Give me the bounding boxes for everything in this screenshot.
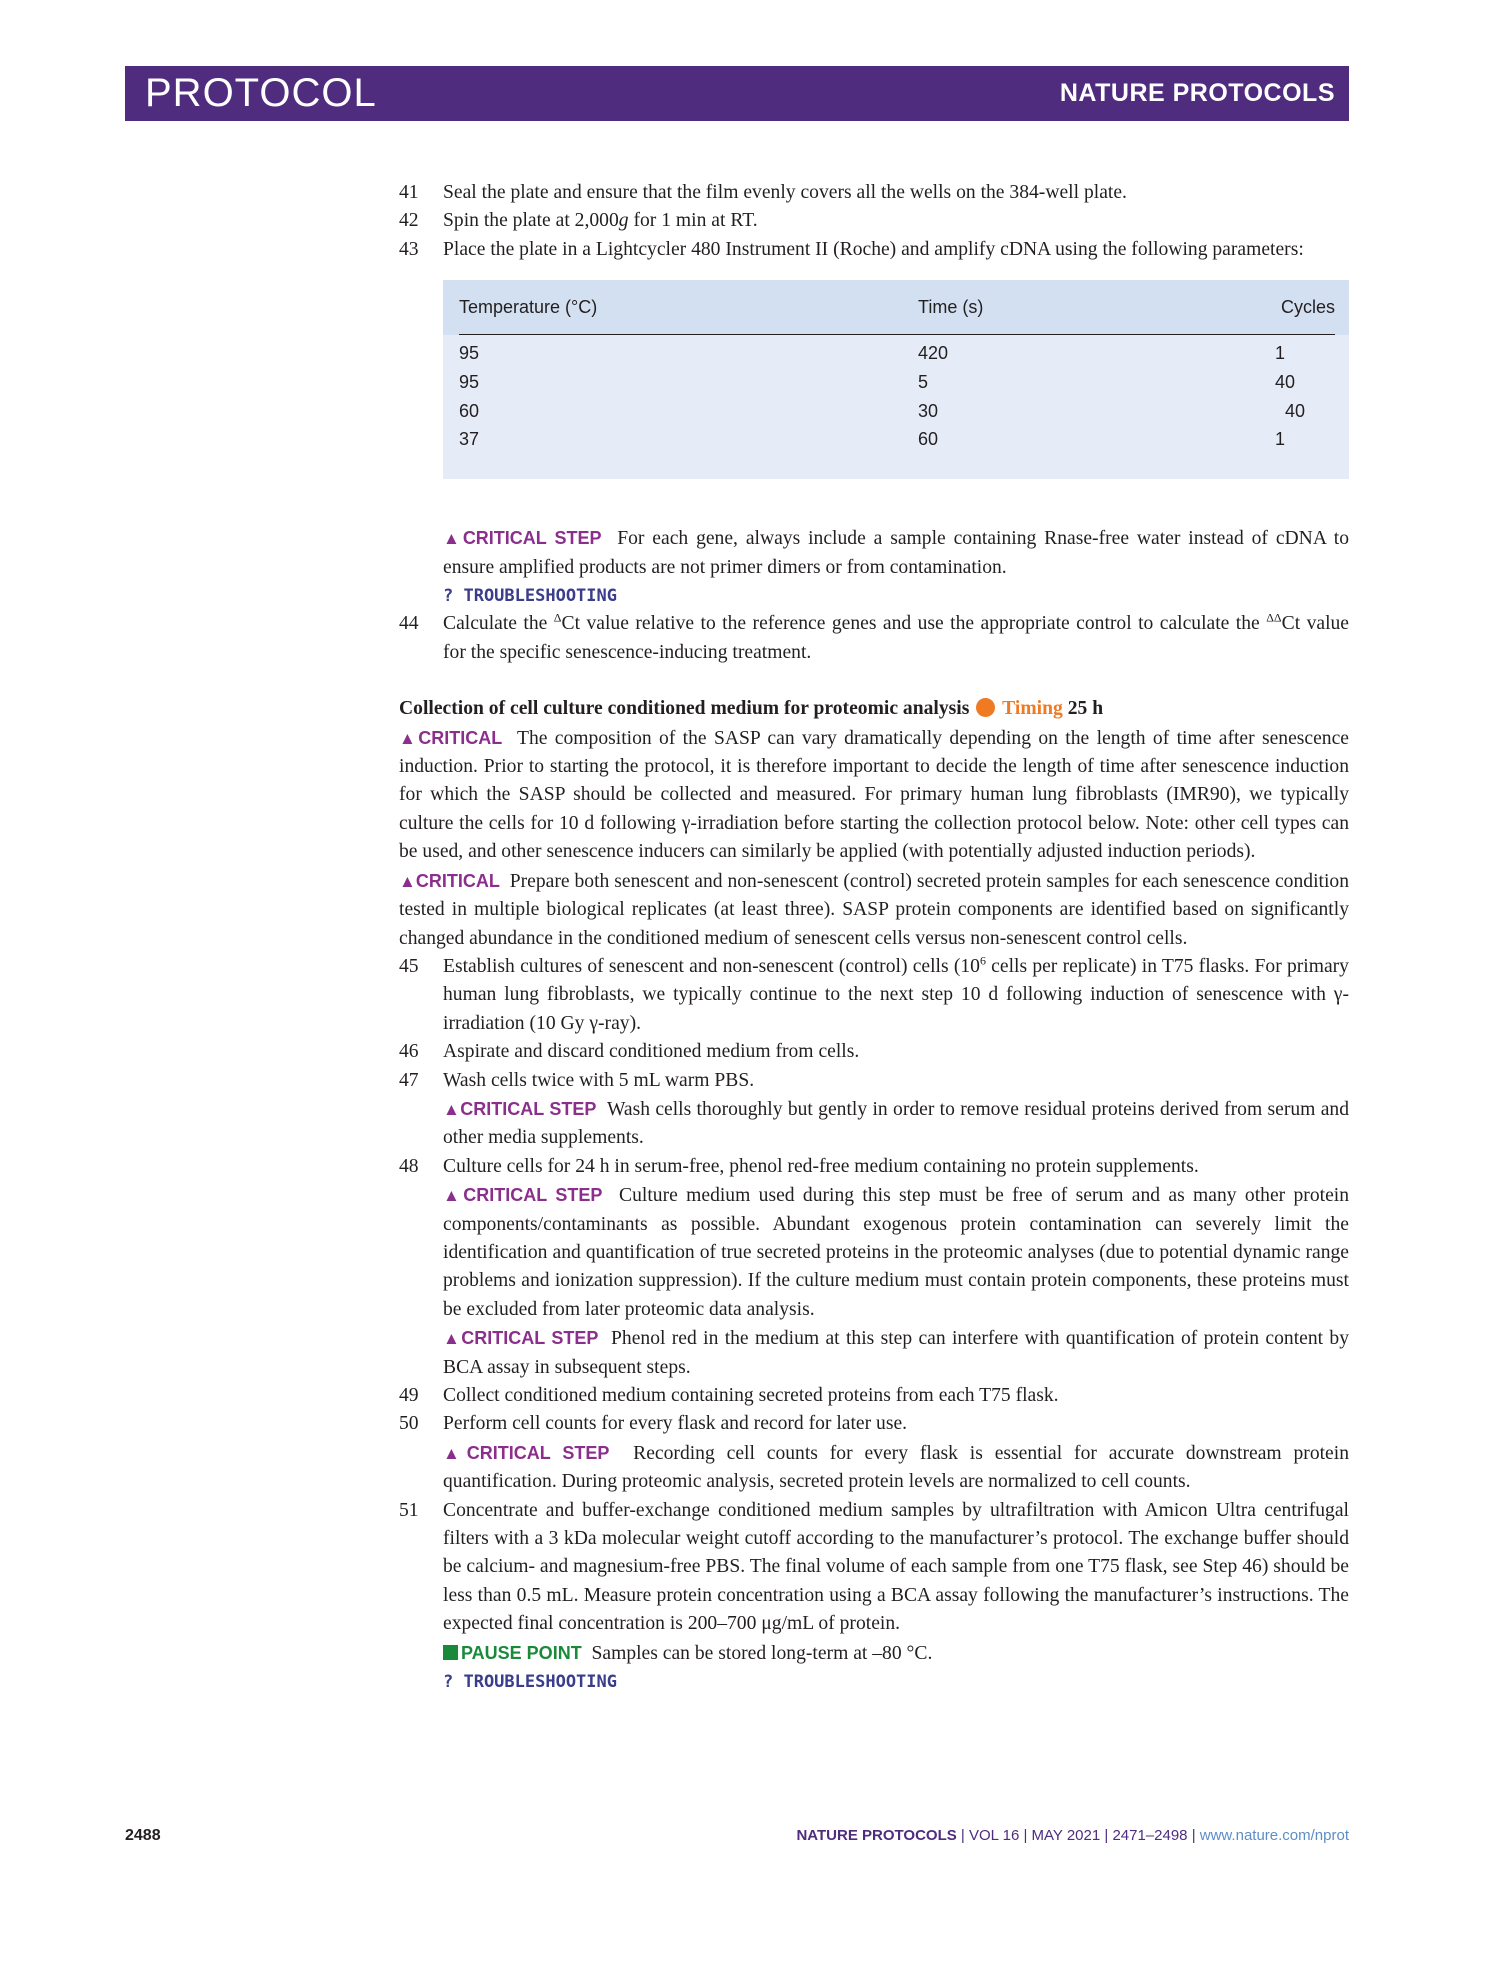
step-47 [399, 1067, 1349, 1095]
table-cell: 95 [459, 372, 480, 393]
step-45 [399, 953, 1349, 1038]
critical-step-label: CRITICAL STEP [461, 1328, 599, 1349]
critical-text: Culture medium used during this step must be free of serum and as many other protein components/contaminants as possible. Abundant exogenous protein contamination can severely limit the identification and quantification of true secreted proteins in the proteomic analyses (due to potential dynamic range problems and ionization suppression). If the culture medium must contain protein components, these proteins must be excluded from later proteomic data analysis. [443, 1185, 1350, 1320]
step-number: 46 [399, 1041, 419, 1063]
critical-step-label: CRITICAL STEP [463, 1185, 603, 1206]
step-text: Collect conditioned medium containing secreted proteins from each T75 flask. [443, 1385, 1059, 1406]
section-title: Collection of cell culture conditioned medium for proteomic analysis [399, 698, 970, 720]
step-text: Spin the plate at 2,000 [443, 210, 619, 232]
table-cell: 40 [1275, 372, 1296, 393]
footer-separator: | [1100, 1827, 1113, 1844]
step-text: Ct value for the specific senescence-inducing treatment. [443, 613, 1350, 663]
critical-note-1 [399, 724, 1349, 867]
pause-text: Samples can be stored long-term at –80 °C. [591, 1642, 933, 1664]
critical-text: For each gene, always include a sample containing Rnase-free water instead of cDNA to ensure amplified products are not primer dimers or from contamination. [443, 528, 1350, 578]
critical-triangle-icon: ▲ [443, 1329, 462, 1349]
table-cell: 95 [459, 343, 480, 364]
step-text: Establish cultures of senescent and non-senescent (control) cells (10 [443, 955, 980, 977]
troubleshooting-43 [399, 582, 1349, 610]
critical-text: The composition of the SASP can vary dramatically depending on the length of time after senescence induction. Prior to starting the protocol, it is therefore important to decide the length of time after senescence induction for which the SASP should be collected and measured. For primary human lung fibroblasts (IMR90), we typically culture the cells for 10 d following γ-irradiation before starting the collection protocol below. Note: other cell types can be used, and other senescence inducers can similarly be applied (with potentially adjusted induction periods). [399, 727, 1350, 863]
critical-triangle-icon: ▲ [443, 529, 463, 549]
timing-icon [976, 698, 995, 717]
footer-separator: | [1019, 1827, 1032, 1844]
page-number: 2488 [125, 1827, 161, 1844]
step-number: 48 [399, 1155, 419, 1177]
step-number: 41 [399, 182, 419, 203]
header-protocol-label: PROTOCOL [145, 71, 377, 115]
footer-citation [796, 1827, 1349, 1844]
step-50 [399, 1410, 1349, 1438]
troubleshooting-link[interactable]: ? TROUBLESHOOTING [443, 586, 617, 607]
step-number: 43 [399, 238, 419, 260]
table-cell: 60 [459, 401, 480, 422]
critical-step-47 [399, 1095, 1349, 1153]
footer-volume: VOL 16 [968, 1827, 1020, 1844]
step-text: Place the plate in a Lightcycler 480 Instrument II (Roche) and amplify cDNA using the following parameters: [443, 238, 1304, 260]
pcr-parameters-table [443, 280, 1349, 479]
critical-text: Wash cells thoroughly but gently in order to remove residual proteins derived from serum and other media supplements. [443, 1098, 1349, 1149]
step-text-italic: g [618, 210, 629, 232]
critical-step-48b [399, 1324, 1349, 1382]
critical-text: Prepare both senescent and non-senescent (control) secreted protein samples for each senescence condition tested in multiple biological replicates (at least three). SASP protein components are identified based on significantly changed abundance in the conditioned medium of senescent cells versus non-senescent control cells. [399, 870, 1349, 949]
step-text: Ct value relative to the reference genes and use the appropriate control to calculate the [561, 613, 1267, 635]
timing-label: Timing [1002, 698, 1063, 720]
critical-text: Recording cell counts for every flask is essential for accurate downstream protein quantification. During proteomic analysis, secreted protein levels are normalized to cell counts. [443, 1442, 1349, 1493]
footer-pages: 2471–2498 [1112, 1827, 1188, 1844]
troubleshooting-51 [399, 1668, 1349, 1696]
troubleshooting-link[interactable]: ? TROUBLESHOOTING [443, 1672, 617, 1693]
step-number: 51 [399, 1499, 419, 1521]
critical-note-2 [399, 867, 1349, 953]
critical-step-50 [399, 1439, 1349, 1497]
step-48 [399, 1153, 1349, 1181]
table-cell: 1 [1275, 343, 1286, 364]
table-header-time: Time (s) [918, 297, 984, 318]
step-44 [399, 610, 1349, 667]
table-cell: 420 [918, 343, 949, 364]
step-number: 44 [399, 613, 419, 635]
table-header-rule [459, 334, 1335, 335]
critical-label: CRITICAL [418, 727, 503, 748]
table-header-cycles: Cycles [1280, 297, 1335, 318]
section-heading [399, 695, 1349, 723]
table-cell: 40 [1285, 401, 1306, 422]
critical-triangle-icon: ▲ [443, 1186, 464, 1206]
critical-step-48a [399, 1181, 1349, 1324]
step-42 [399, 207, 1349, 235]
critical-triangle-icon: ▲ [399, 728, 419, 748]
step-text: Perform cell counts for every flask and record for later use. [443, 1413, 908, 1435]
table-cell: 1 [1275, 429, 1286, 450]
header-bar [125, 66, 1349, 121]
step-number: 47 [399, 1069, 419, 1091]
table-cell: 5 [918, 372, 929, 393]
pause-point-label: PAUSE POINT [461, 1642, 582, 1663]
step-text: Aspirate and discard conditioned medium from cells. [443, 1041, 860, 1063]
step-text: cells per replicate) in T75 flasks. For primary human lung fibroblasts, we typically continue to the next step 10 d following induction of senescence with γ-irradiation (10 Gy γ-ray). [443, 955, 1349, 1034]
footer-separator: | [956, 1827, 969, 1844]
critical-triangle-icon: ▲ [443, 1443, 467, 1463]
footer-journal: NATURE PROTOCOLS [796, 1827, 957, 1844]
step-number: 45 [399, 955, 419, 977]
timing-value: 25 h [1067, 698, 1104, 720]
critical-step-43 [399, 524, 1349, 582]
critical-step-label: CRITICAL STEP [462, 528, 602, 549]
step-text: Concentrate and buffer-exchange conditioned medium samples by ultrafiltration with Amicon Ultra centrifugal filters with a 3 kDa molecular weight cutoff according to the manufacturer’s protocol. The exchange buffer should be calcium- and magnesium-free PBS. The final volume of each sample from one T75 flask, see Step 46) should be less than 0.5 mL. Measure protein concentration using a BCA assay following the manufacturer’s instructions. The expected final concentration is 200–700 μg/mL of protein. [443, 1499, 1349, 1635]
pause-point-51 [399, 1639, 1349, 1668]
table-header-temperature: Temperature (°C) [459, 297, 598, 318]
header-journal-name: NATURE PROTOCOLS [1059, 79, 1335, 107]
table-cell: 30 [918, 401, 939, 422]
step-text: Culture cells for 24 h in serum-free, phenol red-free medium containing no protein supplements. [443, 1155, 1199, 1177]
footer-separator: | [1187, 1827, 1200, 1844]
critical-triangle-icon: ▲ [443, 1099, 461, 1119]
step-number: 42 [399, 210, 419, 232]
step-number: 49 [399, 1385, 419, 1406]
footer-url-link[interactable]: www.nature.com/nprot [1199, 1827, 1349, 1844]
exponent: 6 [979, 953, 986, 968]
delta-superscript: Δ [553, 610, 562, 625]
critical-step-label: CRITICAL STEP [460, 1098, 597, 1119]
step-43 [399, 236, 1349, 264]
step-number: 50 [399, 1413, 419, 1435]
critical-label: CRITICAL [415, 870, 500, 891]
step-text: for 1 min at RT. [628, 210, 758, 232]
table-cell: 37 [459, 429, 480, 450]
step-text: Seal the plate and ensure that the film evenly covers all the wells on the 384-well plate. [443, 182, 1127, 203]
main-content [399, 179, 1349, 1696]
step-49 [399, 1382, 1349, 1410]
step-text: Calculate the [443, 613, 554, 635]
footer-date: MAY 2021 [1031, 1827, 1101, 1844]
step-46 [399, 1038, 1349, 1066]
delta-delta-superscript: ΔΔ [1266, 610, 1282, 625]
step-51 [399, 1497, 1349, 1639]
critical-text: Phenol red in the medium at this step can interfere with quantification of protein content by BCA assay in subsequent steps. [443, 1328, 1350, 1378]
step-text: Wash cells twice with 5 mL warm PBS. [443, 1069, 755, 1091]
critical-triangle-icon: ▲ [399, 871, 416, 891]
step-41 [399, 179, 1349, 207]
table-cell: 60 [918, 429, 939, 450]
pause-square-icon [443, 1645, 458, 1660]
critical-step-label: CRITICAL STEP [466, 1442, 610, 1463]
